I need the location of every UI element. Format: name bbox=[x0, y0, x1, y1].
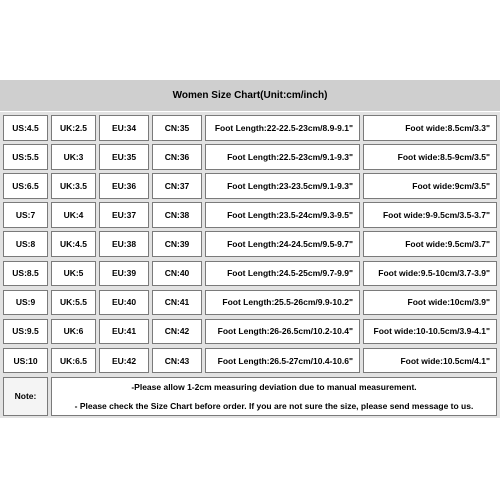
cn-size-cell: CN:36 bbox=[152, 144, 202, 170]
eu-size-cell: EU:37 bbox=[99, 202, 149, 228]
uk-size-cell: UK:4 bbox=[51, 202, 96, 228]
us-size-cell: US:6.5 bbox=[3, 173, 48, 199]
note-label: Note: bbox=[3, 377, 48, 416]
uk-size-cell: UK:6.5 bbox=[51, 348, 96, 374]
foot-wide-cell: Foot wide:8.5-9cm/3.5" bbox=[363, 144, 497, 170]
uk-size-cell: UK:2.5 bbox=[51, 115, 96, 141]
uk-size-cell: UK:4.5 bbox=[51, 231, 96, 257]
uk-size-cell: UK:5.5 bbox=[51, 290, 96, 316]
foot-wide-cell: Foot wide:9-9.5cm/3.5-3.7" bbox=[363, 202, 497, 228]
us-size-cell: US:7 bbox=[3, 202, 48, 228]
foot-wide-cell: Foot wide:10-10.5cm/3.9-4.1" bbox=[363, 319, 497, 345]
eu-size-cell: EU:40 bbox=[99, 290, 149, 316]
foot-length-cell: Foot Length:24.5-25cm/9.7-9.9" bbox=[205, 261, 360, 287]
foot-length-cell: Foot Length:22.5-23cm/9.1-9.3" bbox=[205, 144, 360, 170]
us-size-cell: US:8.5 bbox=[3, 261, 48, 287]
eu-size-cell: EU:35 bbox=[99, 144, 149, 170]
cn-size-cell: CN:37 bbox=[152, 173, 202, 199]
us-size-cell: US:8 bbox=[3, 231, 48, 257]
foot-wide-cell: Foot wide:10.5cm/4.1" bbox=[363, 348, 497, 374]
eu-size-cell: EU:38 bbox=[99, 231, 149, 257]
us-size-cell: US:9 bbox=[3, 290, 48, 316]
eu-size-cell: EU:36 bbox=[99, 173, 149, 199]
foot-length-cell: Foot Length:23.5-24cm/9.3-9.5" bbox=[205, 202, 360, 228]
size-chart bbox=[0, 80, 500, 418]
foot-wide-cell: Foot wide:9cm/3.5" bbox=[363, 173, 497, 199]
uk-size-cell: UK:6 bbox=[51, 319, 96, 345]
foot-wide-cell: Foot wide:9.5-10cm/3.7-3.9" bbox=[363, 261, 497, 287]
eu-size-cell: EU:34 bbox=[99, 115, 149, 141]
us-size-cell: US:10 bbox=[3, 348, 48, 374]
foot-wide-cell: Foot wide:10cm/3.9" bbox=[363, 290, 497, 316]
eu-size-cell: EU:42 bbox=[99, 348, 149, 374]
foot-length-cell: Foot Length:23-23.5cm/9.1-9.3" bbox=[205, 173, 360, 199]
chart-title: Women Size Chart(Unit:cm/inch) bbox=[0, 80, 500, 111]
eu-size-cell: EU:41 bbox=[99, 319, 149, 345]
foot-length-cell: Foot Length:25.5-26cm/9.9-10.2" bbox=[205, 290, 360, 316]
uk-size-cell: UK:3.5 bbox=[51, 173, 96, 199]
cn-size-cell: CN:35 bbox=[152, 115, 202, 141]
foot-length-cell: Foot Length:22-22.5-23cm/8.9-9.1" bbox=[205, 115, 360, 141]
cn-size-cell: CN:38 bbox=[152, 202, 202, 228]
note-line-1: -Please allow 1-2cm measuring deviation due to manual measurement. bbox=[131, 381, 417, 392]
foot-length-cell: Foot Length:24-24.5cm/9.5-9.7" bbox=[205, 231, 360, 257]
note-text bbox=[51, 377, 497, 416]
foot-wide-cell: Foot wide:8.5cm/3.3" bbox=[363, 115, 497, 141]
us-size-cell: US:5.5 bbox=[3, 144, 48, 170]
us-size-cell: US:9.5 bbox=[3, 319, 48, 345]
note-line-2: - Please check the Size Chart before order. If you are not sure the size, please send message to us. bbox=[74, 400, 474, 411]
cn-size-cell: CN:42 bbox=[152, 319, 202, 345]
cn-size-cell: CN:43 bbox=[152, 348, 202, 374]
table-body bbox=[0, 112, 500, 418]
uk-size-cell: UK:5 bbox=[51, 261, 96, 287]
uk-size-cell: UK:3 bbox=[51, 144, 96, 170]
foot-length-cell: Foot Length:26.5-27cm/10.4-10.6" bbox=[205, 348, 360, 374]
cn-size-cell: CN:41 bbox=[152, 290, 202, 316]
eu-size-cell: EU:39 bbox=[99, 261, 149, 287]
cn-size-cell: CN:40 bbox=[152, 261, 202, 287]
foot-wide-cell: Foot wide:9.5cm/3.7" bbox=[363, 231, 497, 257]
foot-length-cell: Foot Length:26-26.5cm/10.2-10.4" bbox=[205, 319, 360, 345]
cn-size-cell: CN:39 bbox=[152, 231, 202, 257]
us-size-cell: US:4.5 bbox=[3, 115, 48, 141]
